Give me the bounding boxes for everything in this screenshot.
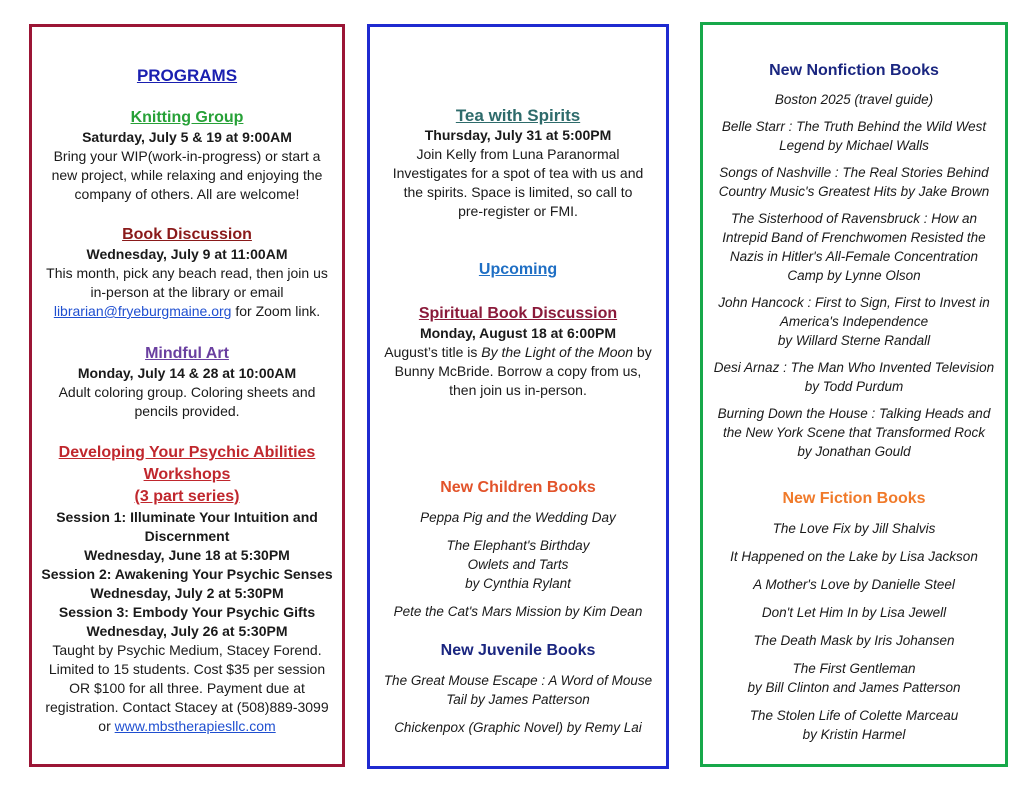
children-title: New Children Books [440,479,596,496]
tea-with-spirits-section [370,105,666,221]
book-item: The Great Mouse Escape : A Word of Mouse [383,673,653,688]
tea-when: Thursday, July 31 at 5:00PM [424,127,612,143]
psychic-desc: OR $100 for all three. Payment due at [69,680,305,696]
zoom-suffix: for Zoom link. [231,303,321,319]
knitting-when: Saturday, July 5 & 19 at 9:00AM [82,129,292,145]
book-item: by Todd Purdum [804,379,904,394]
book-item: Pete the Cat's Mars Mission by Kim Dean [393,604,643,619]
book-item: Desi Arnaz : The Man Who Invented Television [713,360,995,375]
book-discussion-section [32,224,342,321]
psychic-session: Session 3: Embody Your Psychic Gifts [58,604,316,620]
book-item: Nazis in Hitler's All-Female Concentration [729,249,979,264]
tea-desc: the spirits. Space is limited, so call to [403,184,633,200]
spiritual-title: Spiritual Book Discussion [418,305,618,322]
fiction-books-section [703,488,1005,744]
book-discussion-title: Book Discussion [122,226,252,243]
knitting-group-section [32,107,342,204]
programs-title: PROGRAMS [136,66,238,85]
psychic-session: Session 1: Illuminate Your Intuition and [56,509,318,525]
book-discussion-desc: in-person at the library or email [90,284,284,300]
spiritual-desc: then join us in-person. [449,382,587,398]
psychic-session: Wednesday, July 26 at 5:30PM [86,623,288,639]
book-discussion-when: Wednesday, July 9 at 11:00AM [86,246,288,262]
middle-panel [367,24,669,769]
juvenile-title: New Juvenile Books [440,642,596,659]
book-item: John Hancock : First to Sign, First to Invest in [718,295,990,310]
fiction-title: New Fiction Books [782,490,926,507]
book-item: Don't Let Him In by Lisa Jewell [761,605,947,620]
psychic-title: Workshops [143,466,231,483]
nonfiction-books-section [703,60,1005,461]
tea-title: Tea with Spirits [455,106,581,125]
psychic-session: Session 2: Awakening Your Psychic Senses [41,566,333,582]
book-item: The Sisterhood of Ravensbruck : How an [730,211,978,226]
book-item: Boston 2025 (travel guide) [774,92,934,107]
programs-panel [29,24,345,767]
book-item: A Mother's Love by Danielle Steel [753,577,955,592]
psychic-desc: registration. Contact Stacey at (508)889-3099 [45,699,329,715]
spiritual-book-title: By the Light of the Moon [481,344,634,360]
right-panel [700,22,1008,767]
book-item: It Happened on the Lake by Lisa Jackson [730,549,978,564]
mindful-art-section [32,343,342,421]
upcoming-heading: Upcoming [478,261,558,278]
book-item: Legend by Michael Walls [779,138,929,153]
book-item: Peppa Pig and the Wedding Day [420,510,616,525]
book-item: The Elephant's Birthday [446,538,590,553]
mindful-art-desc: pencils provided. [134,403,240,419]
psychic-session: Wednesday, June 18 at 5:30PM [84,547,290,563]
tea-desc: pre-register or FMI. [458,203,578,219]
mbstherapies-link[interactable]: www.mbstherapiesllc.com [114,718,276,734]
knitting-desc: new project, while relaxing and enjoying the [51,167,323,183]
book-item: The Death Mask by Iris Johansen [753,633,955,648]
mindful-art-title: Mindful Art [145,345,229,362]
book-item: by Kristin Harmel [802,727,906,742]
psychic-workshop-section [32,442,342,736]
book-item: Camp by Lynne Olson [787,268,921,283]
book-item: The First Gentleman [792,661,916,676]
spiritual-when: Monday, August 18 at 6:00PM [419,325,617,341]
book-item: Owlets and Tarts [467,557,569,572]
mindful-art-desc: Adult coloring group. Coloring sheets and [58,384,316,400]
book-item: Belle Starr : The Truth Behind the Wild West [721,119,987,134]
nonfiction-title: New Nonfiction Books [769,62,939,79]
book-item: The Love Fix by Jill Shalvis [772,521,936,536]
book-discussion-desc: This month, pick any beach read, then join us [46,265,328,281]
book-item: Tail by James Patterson [446,692,590,707]
spiritual-desc: August’s title is [384,344,482,360]
spiritual-desc: by [633,344,652,360]
children-books-section [370,477,666,621]
book-item: The Stolen Life of Colette Marceau [749,708,959,723]
librarian-email-link[interactable]: librarian@fryeburgmaine.org [53,303,232,319]
knitting-desc: company of others. All are welcome! [74,186,300,202]
psychic-desc: Limited to 15 students. Cost $35 per session [48,661,326,677]
book-item: Songs of Nashville : The Real Stories Behind [719,165,989,180]
spiritual-desc: Bunny McBride. Borrow a copy from us, [394,363,642,379]
spiritual-book-section [370,303,666,400]
juvenile-books-section [370,640,666,737]
tea-desc: Join Kelly from Luna Paranormal [416,146,620,162]
mindful-art-when: Monday, July 14 & 28 at 10:00AM [77,365,297,381]
book-item: America's Independence [779,314,929,329]
book-item: by Bill Clinton and James Patterson [747,680,961,695]
psychic-title: (3 part series) [134,488,240,505]
book-item: by Jonathan Gould [797,444,911,459]
book-item: Country Music's Greatest Hits by Jake Brown [718,184,990,199]
book-item: the New York Scene that Transformed Rock [722,425,986,440]
book-item: Intrepid Band of Frenchwomen Resisted the [722,230,986,245]
book-item: Burning Down the House : Talking Heads and [717,406,991,421]
psychic-title: Developing Your Psychic Abilities [58,444,316,461]
tea-desc: Investigates for a spot of tea with us and [392,165,644,181]
book-item: Chickenpox (Graphic Novel) by Remy Lai [394,720,642,735]
knitting-desc: Bring your WIP(work-in-progress) or start a [53,148,321,164]
or-text: or [98,718,115,734]
book-item: by Cynthia Rylant [465,576,571,591]
book-item: by Willard Sterne Randall [777,333,931,348]
psychic-session: Wednesday, July 2 at 5:30PM [90,585,284,601]
psychic-session: Discernment [144,528,230,544]
psychic-desc: Taught by Psychic Medium, Stacey Forend. [52,642,322,658]
knitting-title: Knitting Group [130,109,244,126]
